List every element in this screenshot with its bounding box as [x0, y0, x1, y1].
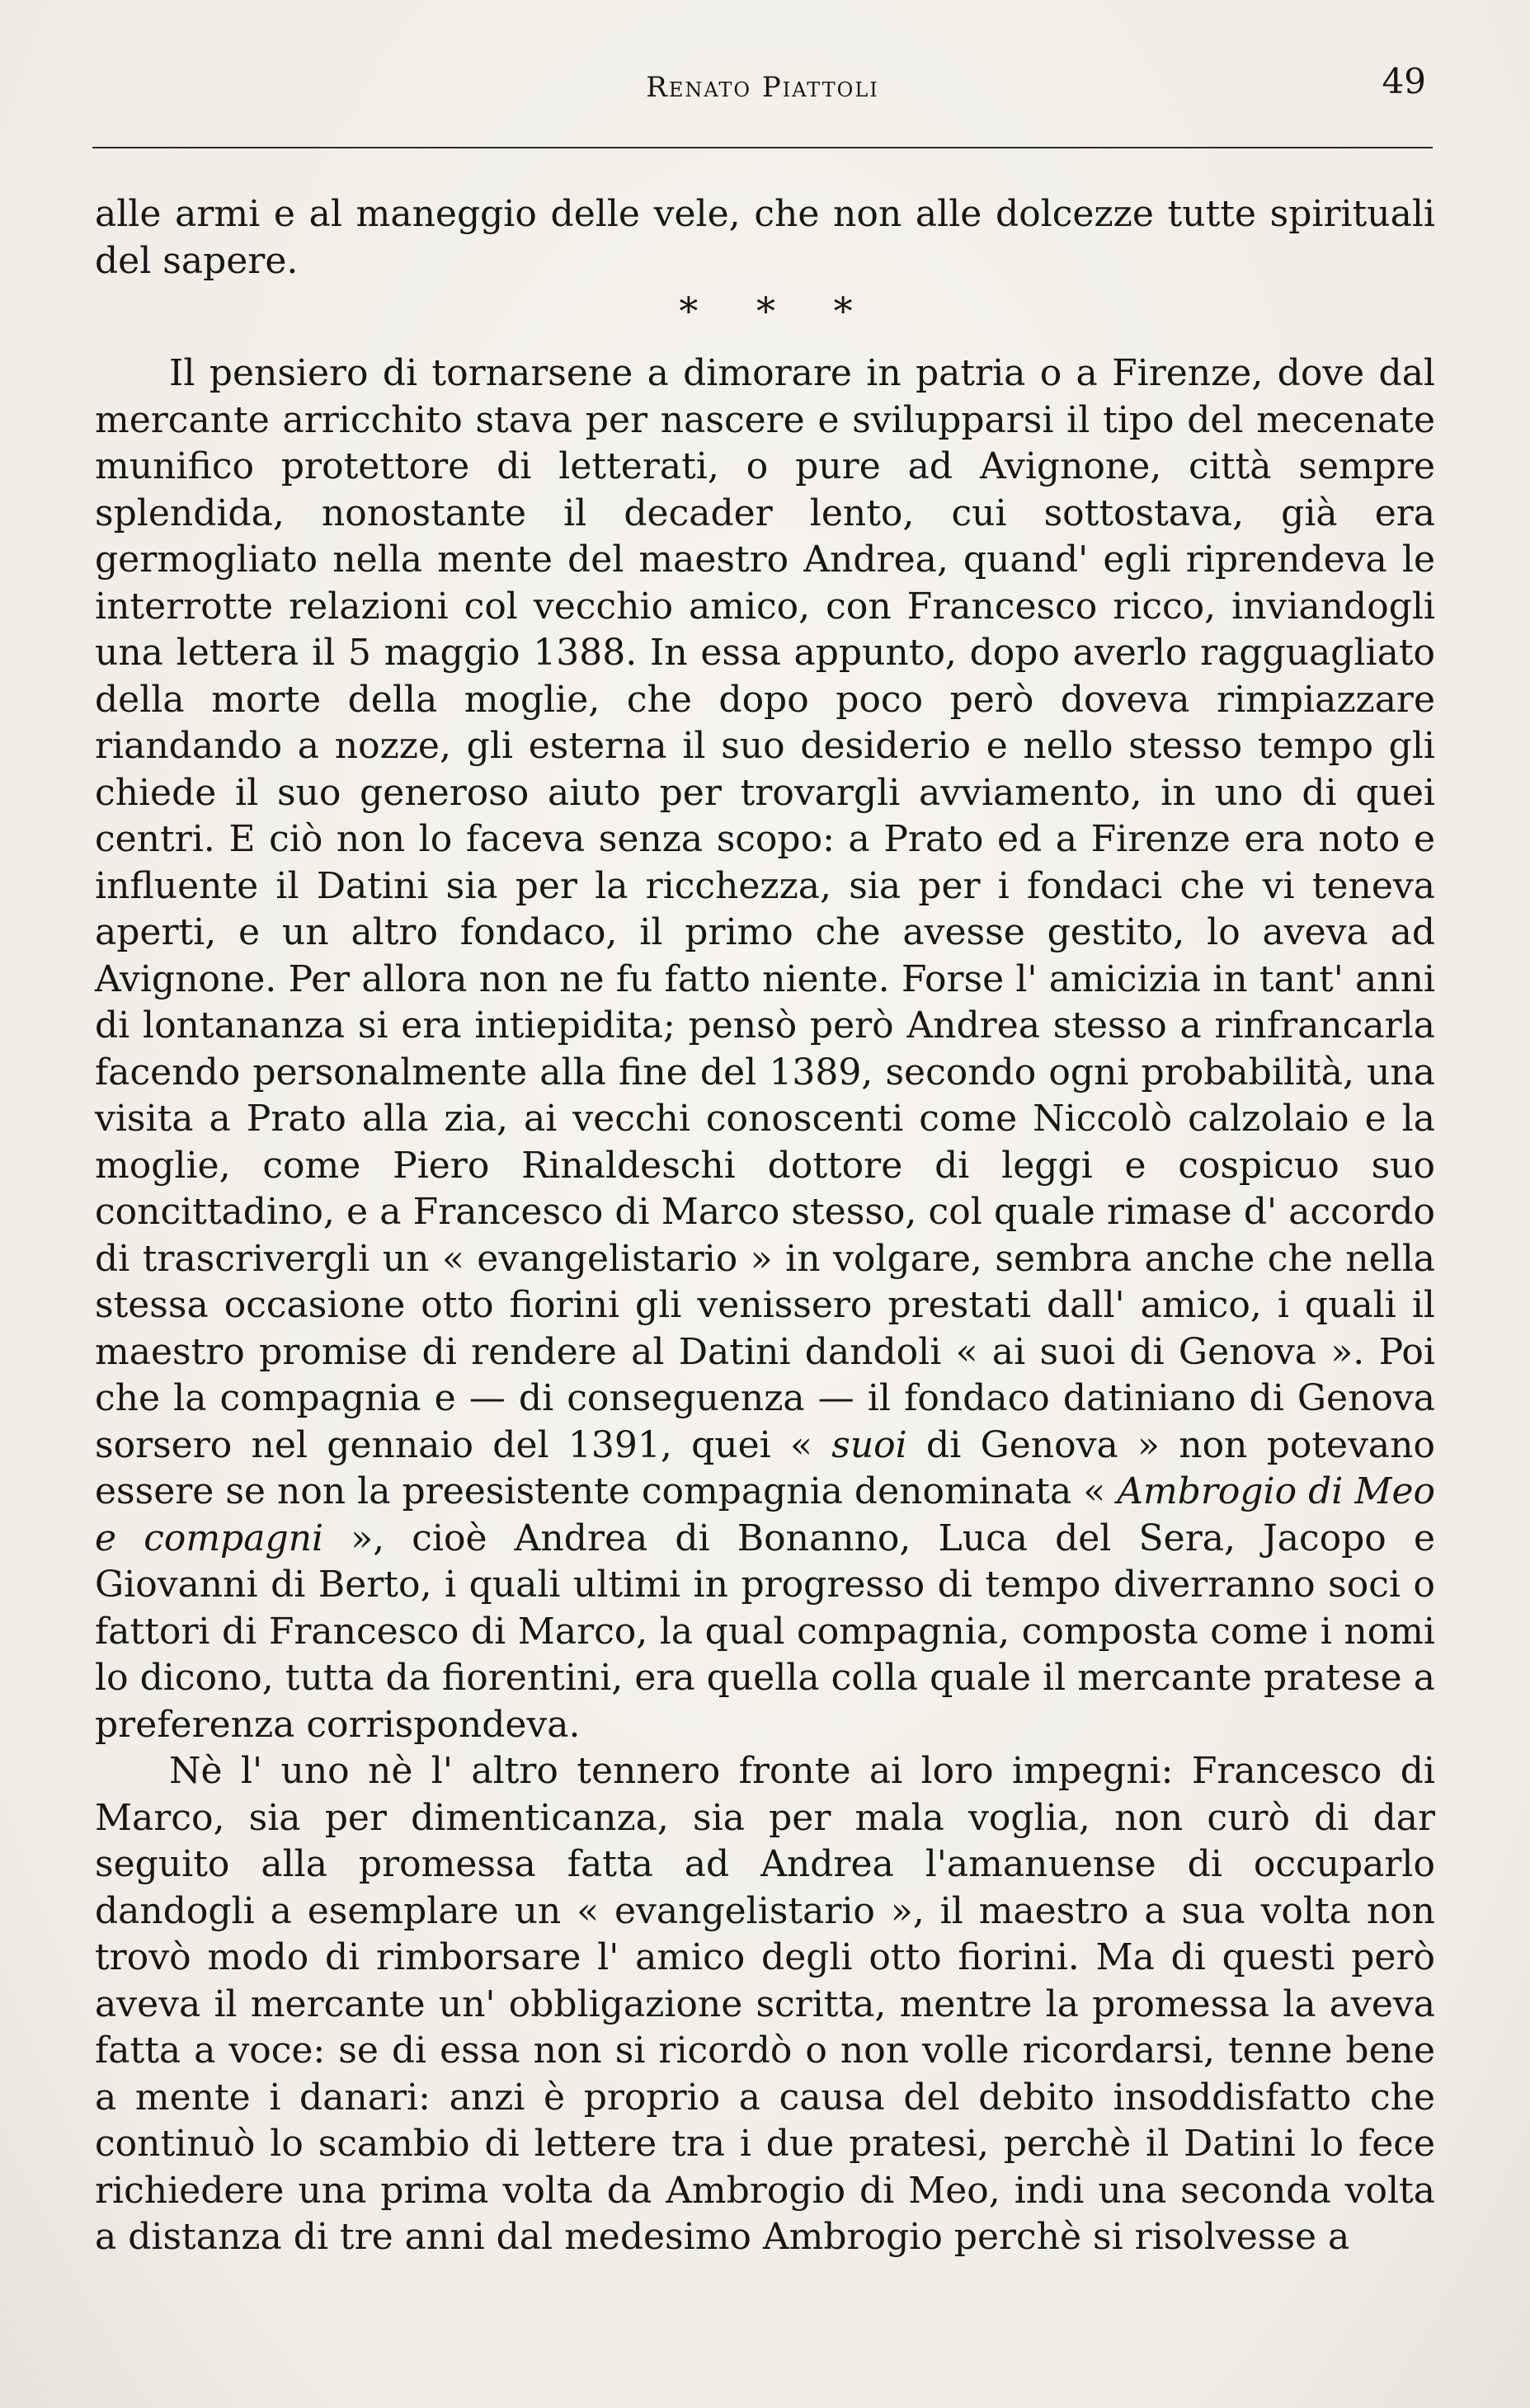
paragraph-1-part-3: », cioè Andrea di Bonanno, Luca del Sera, Jacopo e Giovanni di Berto, i quali ultimi in progresso di tempo diverranno soci o fattori di Francesco di Marco, la qual compagnia, composta come i nomi lo dicono, tutta da fiorentini, era quella colla quale il mercante pratese a preferenza corrispondeva. — [95, 1517, 1435, 1746]
italic-suoi: suoi — [831, 1423, 907, 1466]
paragraph-continued: alle armi e al maneggio delle vele, che non alle dolcezze tutte spirituali del sapere. — [95, 193, 1435, 282]
body-text — [95, 191, 1435, 2261]
paragraph-2: Nè l' uno nè l' altro tennero fronte ai loro impegni: Francesco di Marco, sia per dimenticanza, sia per mala voglia, non curò di dar seguito alla promessa fatta ad Andrea l'amanuense di occuparlo dandogli a esemplare un « evangelistario », il maestro a sua volta non trovò modo di rimborsare l' amico degli otto fiorini. Ma di questi però aveva il mercante un' obbligazione scritta, mentre la promessa la aveva fatta a voce: se di essa non si ricordò o non volle ricordarsi, tenne bene a mente i danari: anzi è proprio a causa del debito insoddisfatto che continuò lo scambio di lettere tra i due pratesi, perchè il Datini lo fece richiedere una prima volta da Ambrogio di Meo, indi una seconda volta a distanza di tre anni dal medesimo Ambrogio perchè si risolvesse a — [95, 1750, 1435, 2258]
page-header — [92, 56, 1433, 114]
paragraph-1-part-1: Il pensiero di tornarsene a dimorare in patria o a Firenze, dove dal mercante arricchito stava per nascere e svilupparsi il tipo del mecenate munifico protettore di letterati, o pure ad Avignone, città sempre splendida, nonostante il decader lento, cui sottostava, già era germogliato nella mente del maestro Andrea, quand' egli riprendeva le interrotte relazioni col vecchio amico, con Francesco ricco, inviandogli una lettera il 5 maggio 1388. In essa appunto, dopo averlo ragguagliato della morte della moglie, che dopo poco però doveva rimpiazzare riandando a nozze, gli esterna il suo desiderio e nello stesso tempo gli chiede il suo generoso aiuto per trovargli avviamento, in uno di quei centri. E ciò non lo faceva senza scopo: a Prato ed a Firenze era noto e influente il Datini sia per la ricchezza, sia per i fondaci che vi teneva aperti, e un altro fondaco, il primo che avesse gestito, lo aveva ad Avignone. Per allora non ne fu fatto niente. Forse l' amicizia in tant' anni di lontananza si era intiepidita; pensò però Andrea stesso a rinfrancarla facendo personalmente alla fine del 1389, secondo ogni probabilità, una visita a Prato alla zia, ai vecchi conoscenti come Niccolò calzolaio e la moglie, come Piero Rinaldeschi dottore di leggi e cospicuo suo concittadino, e a Francesco di Marco stesso, col quale rimase d' accordo di trascrivergli un « evangelistario » in volgare, sembra anche che nella stessa occasione otto fiorini gli venissero prestati dall' amico, i quali il maestro promise di rendere al Datini dandoli « ai suoi di Genova ». Poi che la compagnia e — di conseguenza — il fondaco datiniano di Genova sorsero nel gennaio del 1391, quei « — [95, 352, 1435, 1466]
italic-company-name: Ambrogio di Meo e compagni — [95, 1470, 1435, 1559]
page-number: 49 — [1382, 61, 1426, 101]
running-head: Renato Piattoli — [646, 71, 879, 104]
paragraph-1 — [95, 350, 1435, 1748]
section-separator: * * * — [679, 289, 876, 333]
paragraph-1-part-2: di Genova » non potevano essere se non la preesistente compagnia denominata « — [95, 1423, 1435, 1512]
header-rule — [92, 147, 1433, 148]
